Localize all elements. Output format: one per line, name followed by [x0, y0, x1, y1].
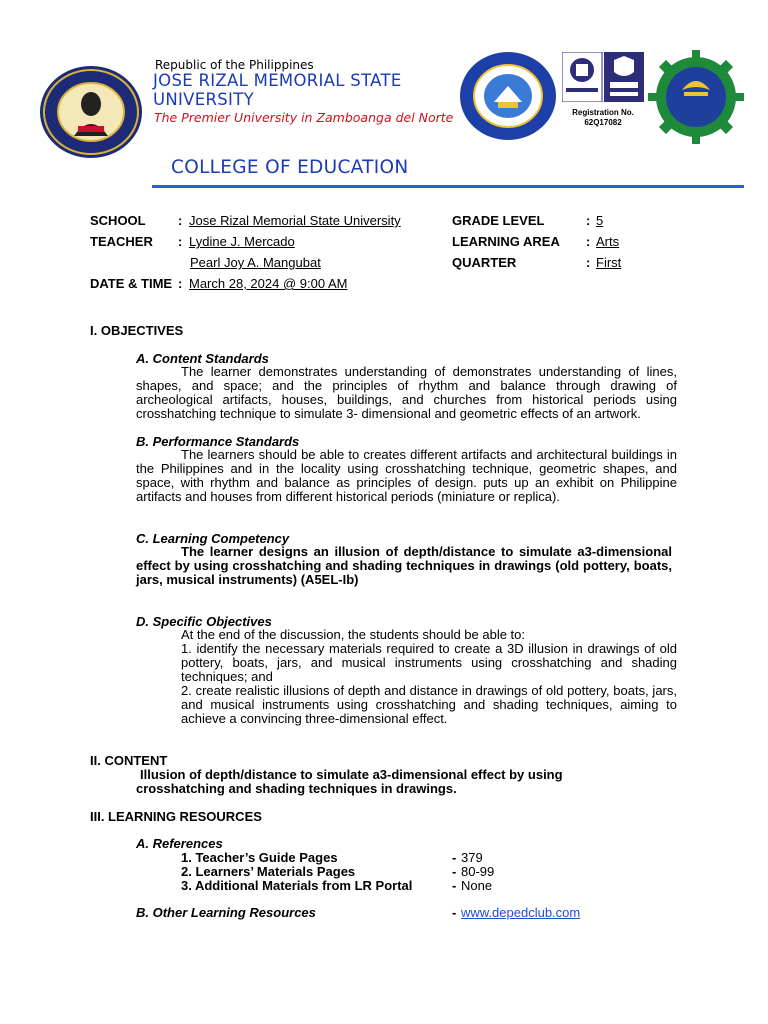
reference-item-label: 3. Additional Materials from LR Portal [181, 878, 413, 893]
teacher-label: TEACHER [90, 234, 153, 249]
content-standards-title: A. Content Standards [136, 351, 269, 366]
datetime-label: DATE & TIME [90, 276, 173, 291]
reference-item-value: None [461, 878, 493, 893]
aaccup-logo [648, 50, 744, 144]
learning-competency-title: C. Learning Competency [136, 531, 290, 546]
grade-level-label: GRADE LEVEL [452, 213, 545, 228]
school-value: Jose Rizal Memorial State University [189, 213, 401, 228]
reference-item-dash: - [452, 864, 457, 879]
other-resources-dash: - [452, 905, 457, 920]
learning-area-value: Arts [596, 234, 620, 249]
teacher-value-1: Lydine J. Mercado [189, 234, 295, 249]
iso-certification-logo [562, 52, 644, 102]
college-of-education-logo [458, 50, 558, 142]
school-colon: : [178, 213, 183, 228]
datetime-value: March 28, 2024 @ 9:00 AM [189, 276, 348, 291]
reference-item-value: 379 [461, 850, 483, 865]
learning-resources-heading: III. LEARNING RESOURCES [90, 809, 262, 824]
content-body: Illusion of depth/distance to simulate a3-dimensional effect by using crosshatching and shading techniques in drawings. [136, 767, 563, 796]
depedclub-link[interactable]: www.depedclub.com [461, 905, 581, 920]
other-resources-title: B. Other Learning Resources [136, 905, 316, 920]
specific-objectives-title: D. Specific Objectives [136, 614, 272, 629]
datetime-colon: : [178, 276, 183, 291]
reference-item-dash: - [452, 878, 457, 893]
grade-level-value: 5 [596, 213, 604, 228]
content-standards-body: The learner demonstrates understanding of demonstrates understanding of lines, shapes, and space; and the principles of rhythm and balance through drawing of archeological artifacts, houses, buildings, and churches from historical periods using crosshatching technique to simulate 3- dimensional and geometric effects of an artwork. [136, 364, 677, 421]
registration-label: Registration No. [572, 108, 634, 117]
registration-number [562, 108, 644, 128]
references-title: A. References [136, 836, 223, 851]
school-label: SCHOOL [90, 213, 146, 228]
objectives-heading: I. OBJECTIVES [90, 323, 184, 338]
learning-competency-body: The learner designs an illusion of depth/distance to simulate a3-dimensional effect by using crosshatching and shading techniques in drawings (old pottery, boats, jars, musical instruments) (A5EL-Ib) [136, 544, 672, 587]
specific-objectives-intro: At the end of the discussion, the students should be able to: [181, 627, 526, 642]
quarter-label: QUARTER [452, 255, 517, 270]
specific-objective-2: 2. create realistic illusions of depth and distance in drawings of old pottery, boats, jars, and musical instruments using crosshatching and shading techniques, aiming to achieve a convincing three-dimensional effect. [181, 683, 677, 726]
learning-area-colon: : [586, 234, 591, 249]
content-heading: II. CONTENT [90, 753, 168, 768]
performance-standards-body: The learners should be able to creates different artifacts and architectural buildings in the Philippines and in the locality using crosshatching technique, geometric shapes, and space, with rhythm and balance as principles of design. puts up an exhibit on Philippine artifacts and houses from different historical periods (miniature or replica). [136, 447, 677, 504]
specific-objective-1: 1. identify the necessary materials required to create a 3D illusion in drawings of old pottery, boats, jars, and musical instruments using crosshatching and shading techniques; and [181, 641, 677, 684]
header-divider [152, 185, 744, 188]
registration-value: 62Q17082 [584, 118, 622, 127]
quarter-value: First [596, 255, 622, 270]
republic-label: Republic of the Philippines [155, 58, 314, 72]
college-title: COLLEGE OF EDUCATION [171, 157, 409, 178]
university-name: JOSE RIZAL MEMORIAL STATE UNIVERSITY [153, 71, 402, 109]
university-seal [38, 64, 144, 160]
teacher-colon: : [178, 234, 183, 249]
teacher-value-2: Pearl Joy A. Mangubat [190, 255, 321, 270]
university-tagline: The Premier University in Zamboanga del Norte [154, 110, 454, 125]
reference-item-dash: - [452, 850, 457, 865]
performance-standards-title: B. Performance Standards [136, 434, 300, 449]
grade-level-colon: : [586, 213, 591, 228]
reference-item-value: 80-99 [461, 864, 495, 879]
learning-area-label: LEARNING AREA [452, 234, 560, 249]
reference-item-label: 1. Teacher’s Guide Pages [181, 850, 338, 865]
quarter-colon: : [586, 255, 591, 270]
reference-item-label: 2. Learners’ Materials Pages [181, 864, 356, 879]
